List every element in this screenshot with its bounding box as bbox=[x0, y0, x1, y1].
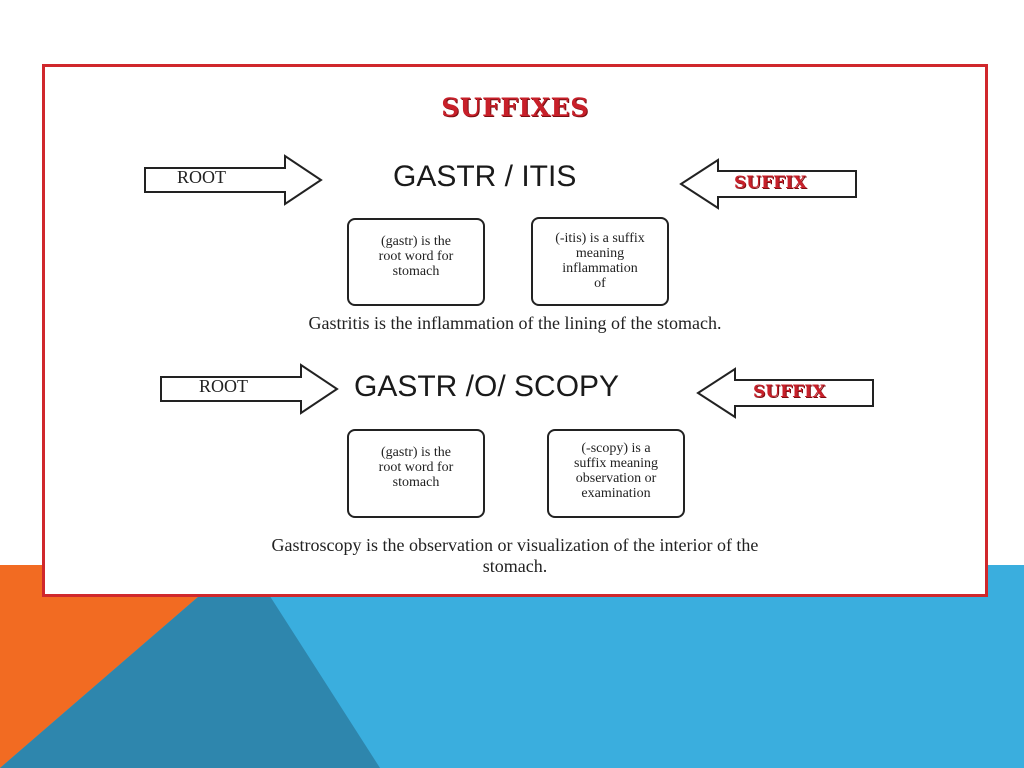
root-definition-box-2 bbox=[347, 429, 485, 518]
suffix-definition-box-1 bbox=[531, 217, 669, 306]
sentence-line: Gastroscopy is the observation or visualization of the interior of the bbox=[271, 535, 759, 555]
root-label-1: ROOT bbox=[177, 167, 226, 187]
suffix-label-2: SUFFIX bbox=[753, 382, 826, 402]
word-gastritis: GASTR / ITIS bbox=[393, 160, 577, 193]
box-line: (-scopy) is a bbox=[581, 441, 651, 456]
root-definition-box-1 bbox=[347, 218, 485, 306]
box-line: of bbox=[594, 276, 606, 291]
suffix-definition-box-2 bbox=[547, 429, 685, 518]
box-line: inflammation bbox=[562, 261, 638, 276]
slide-panel bbox=[42, 64, 988, 597]
box-line: suffix meaning bbox=[573, 456, 659, 471]
box-line: meaning bbox=[575, 246, 625, 261]
box-line: stomach bbox=[392, 264, 440, 279]
box-line: (gastr) is the bbox=[381, 234, 451, 249]
suffix-arrow-1 bbox=[678, 157, 860, 211]
root-arrow-2 bbox=[159, 363, 341, 415]
box-line: observation or bbox=[575, 471, 657, 486]
definition-sentence-1: Gastritis is the inflammation of the lining of the stomach. bbox=[308, 313, 722, 333]
box-line: examination bbox=[581, 486, 651, 501]
suffix-arrow-2 bbox=[695, 366, 877, 420]
box-line: root word for bbox=[378, 460, 454, 475]
word-gastroscopy: GASTR /O/ SCOPY bbox=[354, 370, 620, 403]
box-line: stomach bbox=[392, 475, 440, 490]
root-label-2: ROOT bbox=[199, 376, 248, 396]
slide-title: SUFFIXES bbox=[441, 93, 589, 122]
right-arrow-icon bbox=[159, 363, 341, 415]
root-arrow-1 bbox=[143, 154, 325, 206]
suffix-label-1: SUFFIX bbox=[734, 173, 807, 193]
definition-sentence-2 bbox=[45, 535, 985, 577]
box-line: (-itis) is a suffix bbox=[555, 231, 645, 246]
box-line: root word for bbox=[378, 249, 454, 264]
right-arrow-icon bbox=[143, 154, 325, 206]
box-line: (gastr) is the bbox=[381, 445, 451, 460]
sentence-line: stomach. bbox=[482, 556, 548, 576]
